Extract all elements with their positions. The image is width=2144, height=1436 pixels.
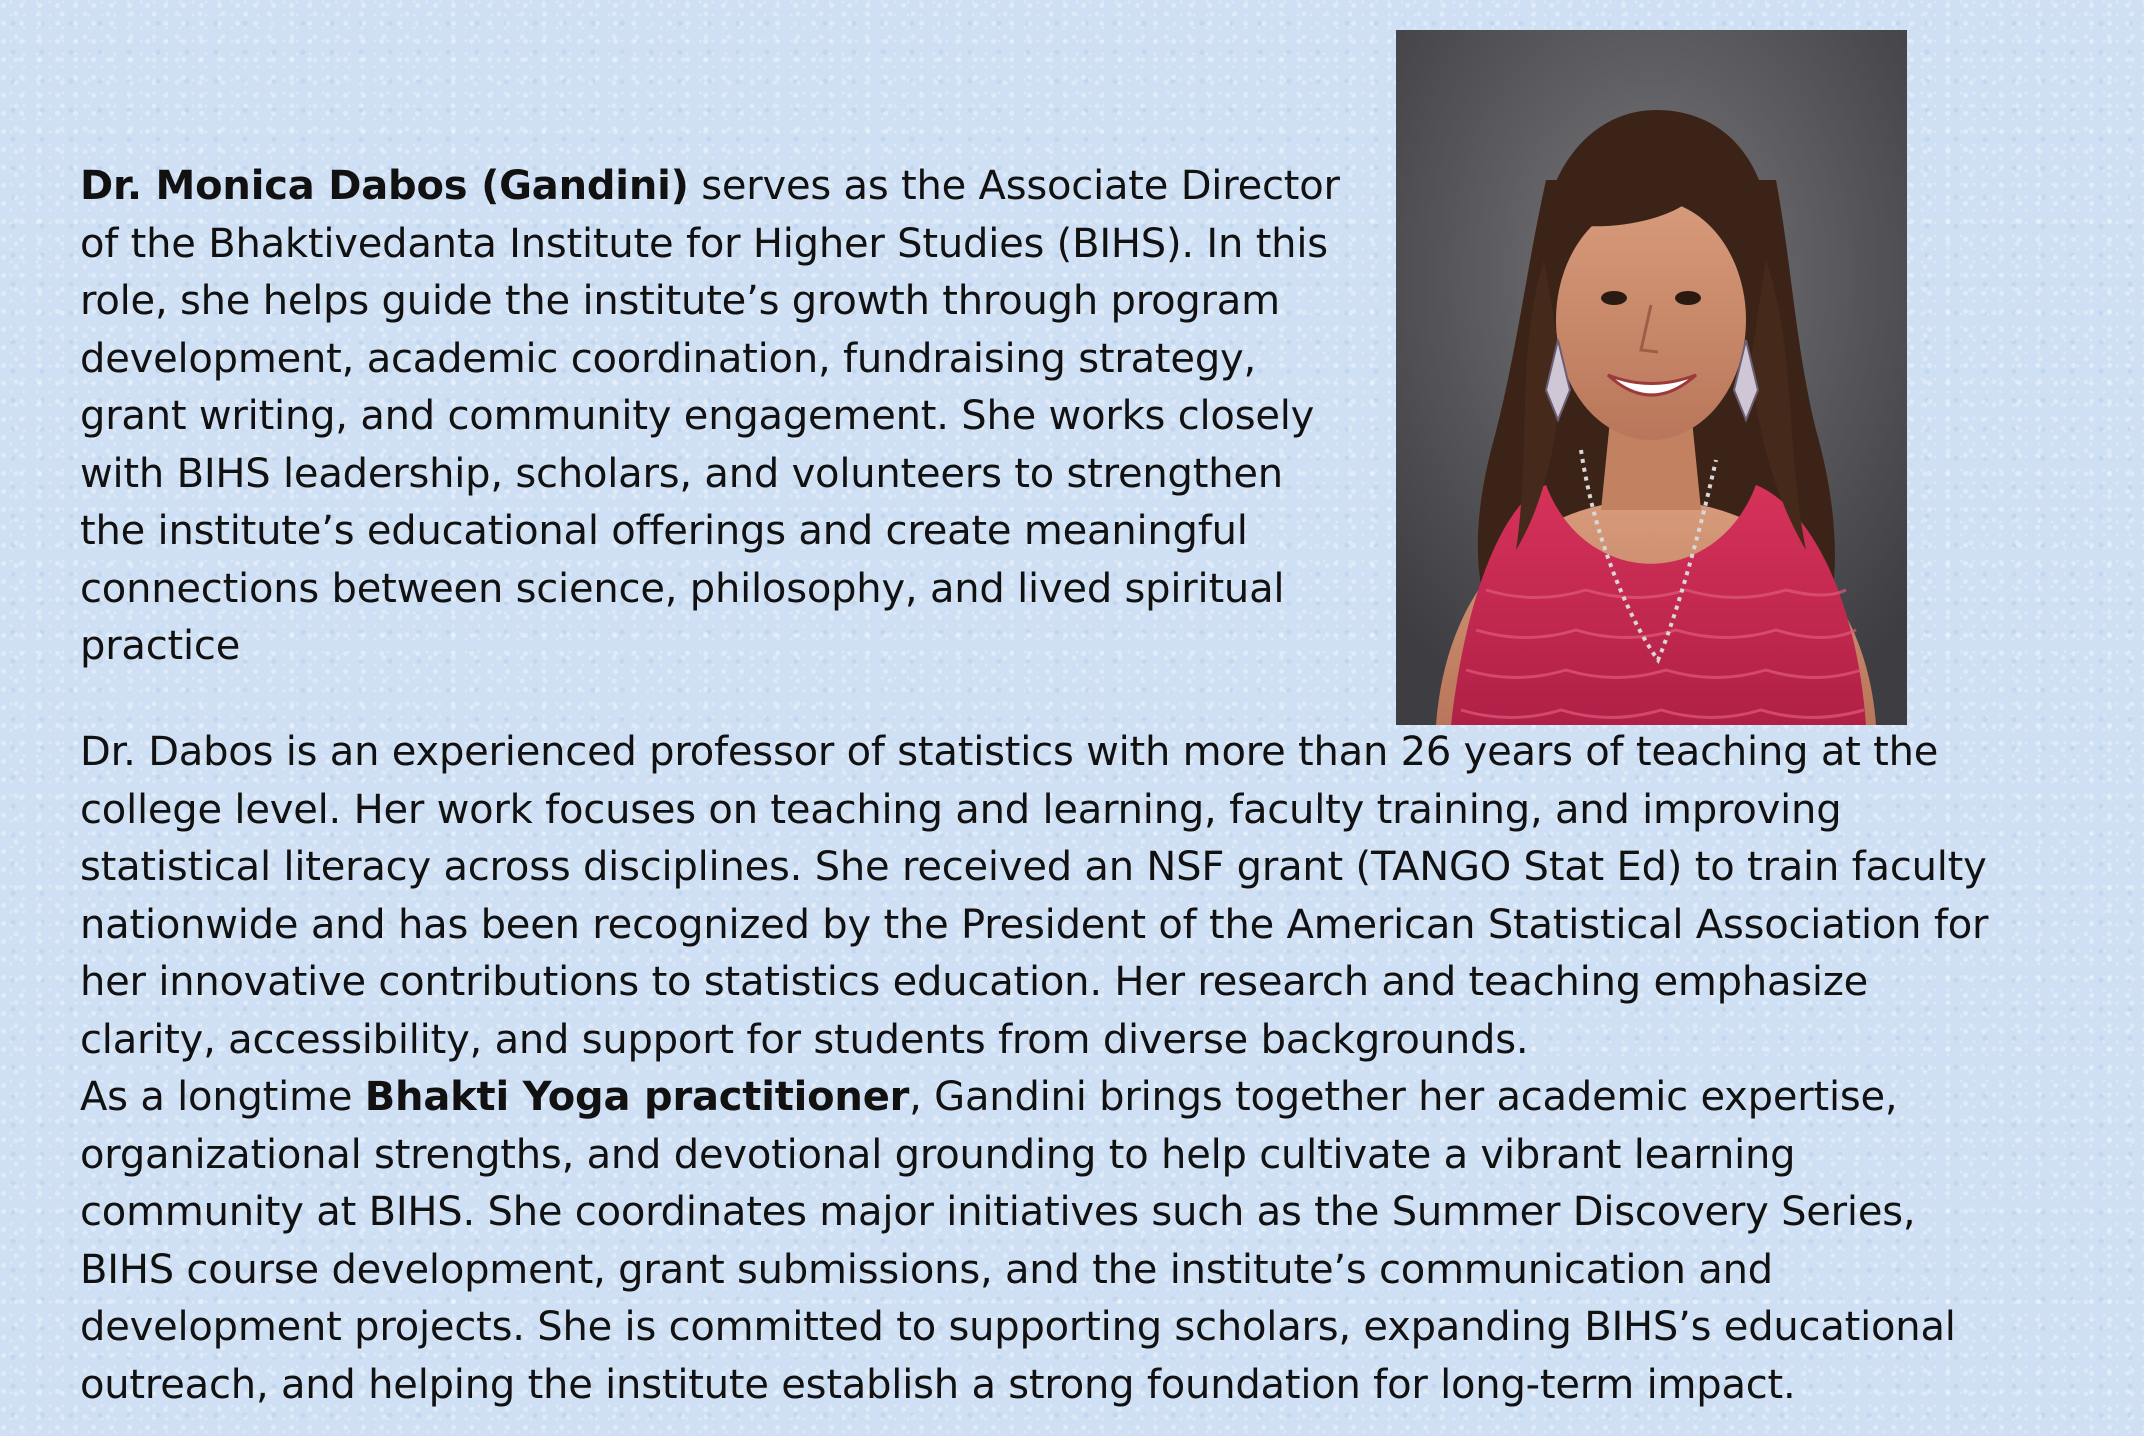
bio-intro-line: grant writing, and community engagement. She works closely [80,393,1315,439]
bio-intro-line: role, she helps guide the institute’s growth through program [80,278,1280,324]
bio-practice-line: outreach, and helping the institute establish a strong foundation for long-term impact. [80,1361,1796,1408]
bio-intro-line [80,158,1340,216]
bio-career-line: college level. Her work focuses on teaching and learning, faculty training, and improving [80,786,1842,833]
bio-career-line: Dr. Dabos is an experienced professor of statistics with more than 26 years of teaching at the [80,729,1939,775]
bio-intro-line: with BIHS leadership, scholars, and volunteers to strengthen [80,450,1283,497]
bio-practice-line: community at BIHS. She coordinates major initiatives such as the Summer Discovery Series, [80,1189,1916,1235]
bio-career-line: nationwide and has been recognized by the President of the American Statistical Association for [80,901,1989,948]
bio-practice-line: organizational strengths, and devotional grounding to help cultivate a vibrant learning [80,1131,1796,1178]
bio-intro-line-rest: serves as the Associate Director [688,163,1340,209]
bio-career-line: her innovative contributions to statistics education. Her research and teaching emphasize [80,959,1869,1005]
bio-intro-paragraph [80,158,1340,676]
portrait-illustration [1396,30,1907,725]
bio-intro-line: practice [80,623,241,669]
bio-intro-line: connections between science, philosophy, and lived spiritual [80,565,1285,612]
bio-practice-suffix: , Gandini brings together her academic expertise, [909,1074,1898,1120]
bio-practice-line: BIHS course development, grant submissions, and the institute’s communication and [80,1246,1773,1293]
bio-career-line: clarity, accessibility, and support for students from diverse backgrounds. [80,1016,1529,1063]
bio-practice-line: development projects. She is committed to supporting scholars, expanding BIHS’s educational [80,1304,1956,1350]
bio-intro-line: of the Bhaktivedanta Institute for Higher Studies (BIHS). In this [80,220,1328,267]
bio-practice-line [80,1069,1988,1127]
bio-practice-prefix: As a longtime [80,1074,365,1120]
bio-career-paragraph [80,724,1988,1414]
portrait-photo [1396,30,1907,725]
bio-intro-line: the institute’s educational offerings and create meaningful [80,508,1248,554]
bio-name: Dr. Monica Dabos (Gandini) [80,163,689,209]
bio-practice-emphasis: Bhakti Yoga practitioner [364,1074,910,1120]
bio-intro-line: development, academic coordination, fundraising strategy, [80,335,1257,382]
bio-career-line: statistical literacy across disciplines. She received an NSF grant (TANGO Stat Ed) to train faculty [80,844,1987,890]
